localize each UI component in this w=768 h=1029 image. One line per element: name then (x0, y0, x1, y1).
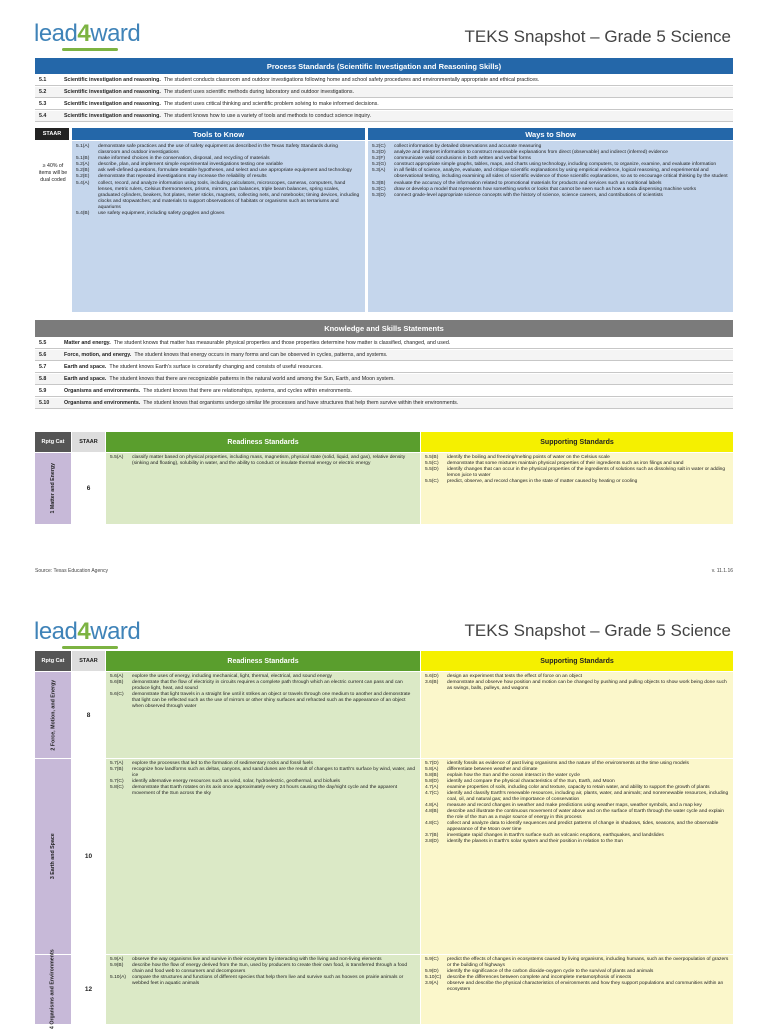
standard-text: classify matter based on physical properties, including mass, magnetism, physical state (solid, liquid, and gas), relative density (sinking and floating), solubility in water, and the ability to conduct or insulate thermal energy or electric energy (132, 455, 406, 466)
standard-text: investigate rapid changes in Earth's surface such as volcanic eruptions, earthquakes, and landslides (447, 833, 664, 838)
standard-text: demonstrate that the flow of electricity in circuits requires a complete path through which an electric current can pass and can produce light, heat, and sound (132, 680, 403, 691)
standard-strand: Matter and energy. (64, 340, 111, 346)
ways-to-show-header: Ways to Show (368, 128, 733, 140)
standard-code: 5.8(D) (425, 779, 439, 784)
supporting-standards-header: Supporting Standards (421, 651, 733, 671)
standard-text: demonstrate that repeated investigations may increase the reliability of results (98, 174, 267, 180)
standard-number: 5.1 (39, 77, 47, 83)
staar-column-header: STAAR (72, 651, 105, 671)
standard-code: 5.6(A) (110, 674, 124, 679)
standard-text (64, 113, 371, 119)
standard-item (76, 181, 361, 211)
standard-strand: Scientific investigation and reasoning. (64, 101, 161, 107)
standard-item (425, 791, 729, 803)
standard-code: 4.8(B) (425, 809, 439, 814)
standard-code: 4.8(C) (425, 821, 439, 826)
standard-description: The student knows how to use a variety of tools and methods to conduct science inquiry. (163, 113, 372, 119)
standard-row (35, 87, 733, 98)
standard-code: 5.5(C) (425, 479, 439, 484)
standard-code: 5.7(A) (110, 761, 124, 766)
standard-item (110, 785, 416, 797)
category-4-readiness (106, 955, 420, 1024)
standard-code: 5.9(B) (110, 963, 124, 968)
standard-code: 5.1(B) (76, 156, 90, 162)
category-1-staar-count: 6 (86, 485, 91, 492)
standard-item (110, 975, 416, 987)
standard-code: 5.3(C) (372, 186, 386, 192)
standard-text (64, 77, 539, 83)
standard-description: The student knows that there are relationships, systems, and cycles within environments. (143, 388, 352, 394)
standard-code: 5.5(A) (110, 455, 124, 460)
standard-code: 5.7(B) (110, 767, 124, 772)
standard-text: recognize how landforms such as deltas, canyons, and sand dunes are the result of changes to Earth's surface by wind, water, and ice (132, 767, 416, 778)
readiness-standards-header: Readiness Standards (106, 651, 420, 671)
tools-to-know-list (72, 141, 365, 312)
supporting-standards-header: Supporting Standards (421, 432, 733, 452)
standard-text: collect information by detailed observations and accurate measuring (394, 144, 542, 149)
standard-strand: Force, motion, and energy. (64, 352, 132, 358)
logo (34, 20, 140, 48)
standard-code: 5.6(C) (110, 692, 124, 697)
standard-code: 5.5(C) (425, 461, 439, 466)
standard-code: 5.2(A) (76, 162, 90, 168)
standard-item (110, 455, 416, 467)
version-note: v. 11.1.16 (711, 568, 733, 574)
standard-text: identify and classify Earth's renewable resources, including air, plants, water, and animals; and nonrenewable resources, including coal, oil, and natural gas; and the importance of conservation (447, 791, 729, 802)
standard-text (64, 388, 352, 394)
standard-text: collect, record, and analyze information using tools, including calculators, microscopes, cameras, computers, hand lenses, metric rulers, Celsius thermometers, prisms, mirrors, pan balances, triple beam balances, spring scales, graduated cylinders, beakers, hot plates, meter sticks, magnets, collecting nets, and notebooks; timing devices, including clocks and stopwatches; and materials to support observations of habitats or organisms such as terrariums and aquariums (98, 180, 360, 210)
standard-text: describe and illustrate the continuous movement of water above and on the surface of Earth through the water cycle and explain the role of the Sun as a major source of energy in this process (447, 809, 725, 820)
standard-text (64, 101, 379, 107)
standard-text: make informed choices in the conservation, disposal, and recycling of materials (98, 156, 270, 162)
standard-code: 4.8(A) (425, 803, 439, 808)
standard-row (35, 374, 733, 385)
standard-row (35, 75, 733, 86)
standard-text: explore the uses of energy, including mechanical, light, thermal, electrical, and sound energy (132, 674, 332, 679)
category-2-staar-count: 8 (86, 711, 91, 719)
standard-text: explain how the Sun and the ocean interact in the water cycle (447, 773, 580, 778)
standard-row (35, 362, 733, 373)
standard-text: demonstrate that some mixtures maintain physical properties of their ingredients such as iron filings and sand (447, 461, 684, 466)
standard-text: demonstrate that light travels in a straight line until it strikes an object or travels through one medium to another and demonstrate that light can be reflected such as the use of mirrors or other shiny surfaces and refracted such as the appearance of an object when observed through water (132, 692, 411, 709)
standard-text: identify fossils as evidence of past living organisms and the nature of the environments at the time using models (447, 761, 689, 766)
standard-text: identify and compare the physical characteristics of the Sun, Earth, and Moon (447, 779, 615, 784)
standard-item (425, 981, 729, 993)
standard-strand: Earth and space. (64, 376, 107, 382)
standard-text: communicate valid conclusions in both written and verbal forms (394, 156, 532, 162)
tools-to-know-header: Tools to Know (72, 128, 365, 140)
standard-description: The student knows that organisms undergo similar life processes and have structures that help them survive within their environments. (143, 400, 459, 406)
standard-item (425, 680, 729, 692)
standard-row (35, 398, 733, 409)
standard-code: 3.7(B) (425, 833, 439, 838)
standard-number: 5.2 (39, 89, 47, 95)
logo-text-lead: lead (34, 20, 78, 47)
standard-code: 5.5(D) (425, 467, 439, 472)
standard-code: 5.8(A) (425, 767, 439, 772)
standard-code: 5.3(D) (372, 192, 386, 198)
standard-code: 5.2(E) (76, 174, 90, 180)
standard-item (425, 821, 729, 833)
standard-description: The student uses critical thinking and scientific problem solving to make informed decisions. (163, 101, 379, 107)
standard-row (35, 350, 733, 361)
standard-number: 5.6 (39, 352, 47, 358)
standard-text: demonstrate and observe how position and motion can be changed by pushing and pulling objects to show work being done such as swings, balls, pulleys, and wagons (447, 680, 727, 691)
standard-item (425, 839, 729, 845)
readiness-standards-header: Readiness Standards (106, 432, 420, 452)
process-standards-header: Process Standards (Scientific Investigation and Reasoning Skills) (35, 58, 733, 74)
standard-text: use safety equipment, including safety goggles and gloves (98, 211, 225, 217)
standard-strand: Earth and space. (64, 364, 107, 370)
logo-text-4: 4 (77, 20, 91, 47)
standard-text: explore the processes that led to the formation of sedimentary rocks and fossil fuels (132, 761, 313, 766)
standard-description: The student uses scientific methods during laboratory and outdoor investigations. (163, 89, 355, 95)
standard-number: 5.5 (39, 340, 47, 346)
staar-column-header: STAAR (72, 432, 105, 452)
category-2-label: 2 Force, Motion, and Energy (49, 679, 56, 751)
standard-item (110, 767, 416, 779)
standard-strand: Scientific investigation and reasoning. (64, 77, 161, 83)
standard-item (425, 809, 729, 821)
standard-code: 5.10(C) (425, 975, 442, 980)
standard-code: 5.4(A) (76, 180, 90, 186)
category-1-label: 1 Matter and Energy (49, 463, 56, 514)
rptg-cat-label: Rptg Cat (41, 658, 65, 664)
standard-code: 5.4(B) (76, 211, 90, 217)
standard-number: 5.8 (39, 376, 47, 382)
standard-item (425, 479, 729, 485)
reporting-category-1 (35, 453, 71, 524)
standard-text: identify alternative energy resources such as wind, solar, hydroelectric, geothermal, and biofuels (132, 779, 340, 784)
category-4-supporting (421, 955, 733, 1024)
standard-text: ask well-defined questions, formulate testable hypotheses, and select and use appropriate equipment and technology (98, 168, 352, 174)
reporting-category-3 (35, 759, 71, 954)
standard-text: compare the structures and functions of different species that help them live and survive such as hooves on prairie animals or webbed feet in aquatic animals (132, 975, 404, 986)
logo-text-4: 4 (77, 618, 91, 645)
standard-text: construct appropriate simple graphs, tables, maps, and charts using technology, including computers, to organize, examine, and evaluate information (394, 162, 717, 168)
page-title: TEKS Snapshot – Grade 5 Science (464, 27, 731, 46)
category-4-staar-count: 12 (84, 986, 93, 993)
standard-code: 5.2(D) (372, 150, 386, 156)
knowledge-skills-header: Knowledge and Skills Statements (35, 320, 733, 337)
standard-number: 5.9 (39, 388, 47, 394)
page-title: TEKS Snapshot – Grade 5 Science (464, 621, 731, 640)
category-1-readiness (106, 453, 420, 524)
ways-to-show-list (368, 141, 733, 312)
standard-item (110, 680, 416, 692)
standard-text (64, 352, 388, 358)
standard-text: predict, observe, and record changes in the state of matter caused by heating or cooling (447, 479, 638, 484)
standard-text: observe the way organisms live and survive in their ecosystem by interacting with the living and non-living elements (132, 957, 382, 962)
category-3-supporting (421, 759, 733, 954)
category-2-readiness (106, 672, 420, 758)
standard-row (35, 338, 733, 349)
standard-code: 5.2(B) (76, 168, 90, 174)
standard-text (64, 89, 354, 95)
logo-underline (62, 646, 118, 649)
reporting-category-2 (35, 672, 71, 758)
standard-code: 3.9(A) (425, 981, 439, 986)
standard-text: measure and record changes in weather and make predictions using weather maps, weather symbols, and a map key (447, 803, 702, 808)
standard-text (64, 376, 395, 382)
category-4-label: 4 Organisms and Environments (49, 949, 56, 1029)
standard-item (425, 467, 729, 479)
standard-text: in all fields of science, analyze, evaluate, and critique scientific explanations by using empirical evidence, logical reasoning, and experimental and observational testing, including examining all sides of scientific evidence of those scientific explanations, so as to encourage critical thinking by the student (394, 168, 728, 180)
category-1-supporting (421, 453, 733, 524)
logo-text-ward: ward (90, 618, 141, 645)
standard-number: 5.7 (39, 364, 47, 370)
standard-text: demonstrate safe practices and the use of safety equipment as described in the Texas Safety Standards during classroom and outdoor investigations (98, 144, 338, 156)
logo (34, 618, 140, 646)
standard-code: 5.9(C) (425, 957, 439, 962)
standard-row (35, 386, 733, 397)
standard-text: describe, plan, and implement simple experimental investigations testing one variable (98, 162, 283, 168)
standard-text: describe how the flow of energy derived from the Sun, used by producers to create their own food, is transferred through a food chain and food web to consumers and decomposers (132, 963, 408, 974)
standard-description: The student knows that energy occurs in many forms and can be observed in cycles, patterns, and systems. (134, 352, 388, 358)
category-3-staar-count: 10 (84, 853, 93, 860)
standard-code: 5.6(B) (110, 680, 124, 685)
category-3-readiness (106, 759, 420, 954)
standard-code: 5.10(A) (110, 975, 127, 980)
standard-item (372, 168, 729, 180)
standard-code: 5.6(D) (425, 674, 439, 679)
standard-text: connect grade-level appropriate science concepts with the history of science, science careers, and contributions of scientists (394, 192, 663, 198)
standard-text (64, 364, 323, 370)
standard-code: 5.5(B) (425, 455, 439, 460)
rptg-cat-header (35, 651, 71, 671)
reporting-category-4 (35, 949, 71, 1029)
standard-text: draw or develop a model that represents how something works or looks that cannot be seen such as how a soda dispensing machine works (394, 186, 697, 192)
standard-code: 5.2(C) (372, 144, 386, 149)
category-2-supporting (421, 672, 733, 758)
standard-text: differentiate between weather and climate (447, 767, 538, 772)
standard-code: 4.7(C) (425, 791, 439, 796)
logo-text-lead: lead (34, 618, 78, 645)
standard-strand: Scientific investigation and reasoning. (64, 89, 161, 95)
standard-code: 5.8(B) (425, 773, 439, 778)
standard-description: The student knows that matter has measurable physical properties and those properties determine how matter is classified, changed, and used. (113, 340, 451, 346)
standard-strand: Organisms and environments. (64, 400, 141, 406)
standard-item (425, 957, 729, 969)
standard-text: observe and describe the physical characteristics of environments and how they support populations and communities within an ecosystem (447, 981, 724, 992)
standard-description: The student conducts classroom and outdoor investigations following home and school safety procedures and environmentally appropriate and ethical practices. (163, 77, 540, 83)
standard-code: 3.8(D) (425, 839, 439, 844)
category-3-label: 3 Earth and Space (49, 833, 56, 880)
standard-code: 5.3(A) (372, 168, 386, 174)
standard-item (76, 144, 361, 156)
standard-text: identify the significance of the carbon dioxide-oxygen cycle to the survival of plants and animals (447, 969, 654, 974)
standard-code: 5.7(C) (110, 779, 124, 784)
standard-text (64, 340, 450, 346)
standard-number: 5.4 (39, 113, 47, 119)
standard-code: 3.6(B) (425, 680, 439, 685)
dual-coded-text: ≥ 40% of items will be dual coded (38, 163, 68, 183)
standard-text: predict the effects of changes in ecosystems caused by living organisms, including humans, such as the overpopulation of grazers or the building of highways (447, 957, 729, 968)
standard-text: identify changes that can occur in the physical properties of the ingredients of solutions such as dissolving salt in water or adding lemon juice to water (447, 467, 726, 478)
logo-underline (62, 48, 118, 51)
standard-code: 5.9(D) (425, 969, 439, 974)
standard-text (64, 400, 458, 406)
standard-text: describe the differences between complete and incomplete metamorphosis of insects (447, 975, 632, 980)
standard-code: 5.8(C) (110, 785, 124, 790)
standard-number: 5.10 (39, 400, 50, 406)
standard-row (35, 99, 733, 110)
standard-number: 5.3 (39, 101, 47, 107)
standard-text: analyze and interpret information to construct reasonable explanations from direct (observable) and indirect (inferred) evidence (394, 150, 669, 156)
dual-coded-note (36, 163, 70, 184)
standard-text: evaluate the accuracy of the information related to promotional materials for products and services such as nutritional labels (394, 180, 662, 186)
standard-description: The student knows that there are recognizable patterns in the natural world and among the Sun, Earth, and Moon system. (109, 376, 395, 382)
standard-description: The student knows Earth's surface is constantly changing and consists of useful resources. (109, 364, 323, 370)
standard-text: collect and analyze data to identify sequences and predict patterns of change in shadows, tides, seasons, and the observable appearance of the Moon over time (447, 821, 719, 832)
standard-item (372, 193, 729, 199)
rptg-cat-header (35, 432, 71, 452)
standard-code: 5.2(F) (372, 156, 386, 162)
standard-strand: Organisms and environments. (64, 388, 141, 394)
rptg-cat-label: Rptg Cat (41, 439, 65, 445)
staar-label: STAAR (35, 128, 69, 140)
standard-text: examine properties of soils, including color and texture, capacity to retain water, and ability to support the growth of plants (447, 785, 710, 790)
standard-item (76, 211, 361, 217)
standard-item (110, 963, 416, 975)
standard-code: 5.9(A) (110, 957, 124, 962)
standard-code: 4.7(A) (425, 785, 439, 790)
standard-row (35, 111, 733, 122)
standard-strand: Scientific investigation and reasoning. (64, 113, 161, 119)
standard-code: 5.3(B) (372, 180, 386, 186)
standard-text: identify the boiling and freezing/melting points of water on the Celsius scale (447, 455, 610, 460)
standard-item (110, 692, 416, 710)
standard-text: identify the planets in Earth's solar system and their position in relation to the Sun (447, 839, 624, 844)
source-note: Source: Texas Education Agency (35, 568, 109, 574)
standard-text: design an experiment that tests the effect of force on an object (447, 674, 583, 679)
standard-code: 5.2(G) (372, 162, 386, 168)
standard-code: 5.7(D) (425, 761, 439, 766)
standard-code: 5.1(A) (76, 144, 90, 149)
standard-text: demonstrate that Earth rotates on its axis once approximately every 24 hours causing the day/night cycle and the apparent movement of the Sun across the sky (132, 785, 398, 796)
logo-text-ward: ward (90, 20, 141, 47)
